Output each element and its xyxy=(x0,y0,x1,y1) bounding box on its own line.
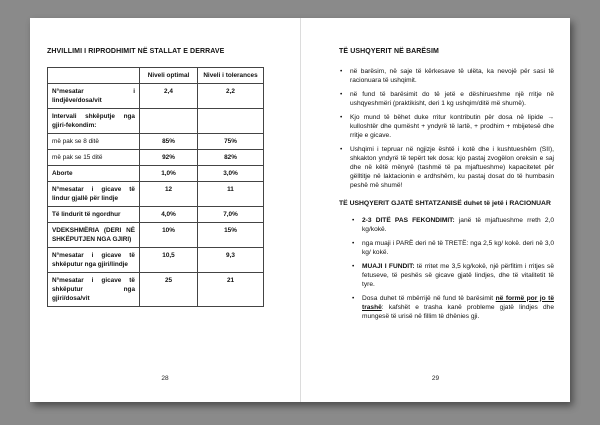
row-optimal-value: 1,0% xyxy=(140,166,198,182)
table-row xyxy=(48,248,264,273)
sub-bullet-item xyxy=(351,294,554,321)
sub-bullet-item xyxy=(351,262,554,289)
col-header-tolerance: Niveli i tolerances xyxy=(198,68,264,84)
table-row xyxy=(48,134,264,150)
sub-bullet-text: të rritet me 3,5 kg/kokë, një përfitim i rritjes së fetuseve, të peshës së gicave gjatë lindjes, dhe të vitalitetit të tyre. xyxy=(362,262,554,288)
table-row xyxy=(48,182,264,207)
row-optimal-value xyxy=(140,109,198,134)
sub-bullet-item xyxy=(351,239,554,257)
two-page-spread xyxy=(30,18,570,402)
row-label: më pak se 8 ditë xyxy=(48,134,140,150)
section-heading-part2: duhet të jetë i xyxy=(461,200,510,207)
table-corner-cell xyxy=(48,68,140,84)
row-tolerance-value: 7,0% xyxy=(198,207,264,223)
left-page-title: ZHVILLIMI I RIPRODHIMIT NË STALLAT E DERRAVE xyxy=(47,48,225,55)
row-optimal-value: 25 xyxy=(140,273,198,307)
row-label: Të lindurit të ngordhur xyxy=(48,207,140,223)
page-number-left: 28 xyxy=(161,375,169,382)
bullet-item: • Kjo mund të bëhet duke rritur kontributin për dosa në lipide → kulloshtër dhe qumësht + yndyrë të lartë, + prodhim + mbijetesë dhe rritje e gicave. xyxy=(339,113,554,140)
row-tolerance-value: 2,2 xyxy=(198,84,264,109)
page-right xyxy=(300,18,570,402)
table-row xyxy=(48,84,264,109)
sub-bullet-item xyxy=(351,216,554,234)
page-number-right: 29 xyxy=(431,375,440,382)
sub-bullet-lead: 2-3 DITË PAS FEKONDIMIT: xyxy=(362,216,455,224)
sub-bullet-list xyxy=(351,216,554,321)
section-heading-part3: RACIONUAR xyxy=(509,200,551,207)
sub-bullet-text: nga muaji i PARË deri në të TRETË: nga 2,5 kg/ kokë. deri në 3,0 kg/ kokë. xyxy=(362,239,554,256)
section-heading xyxy=(339,199,554,209)
row-label: më pak se 15 ditë xyxy=(48,150,140,166)
sub-bullet-text: Dosa duhet të mbërrijë në fund të barësimit xyxy=(362,294,496,302)
bullet-item: • Ushqimi i tepruar në ngjizje është i kotë dhe i kushtueshëm (SII), shkakton yndyrë të tepërt tek dosa: kjo pastaj zvogëlon oreksin e saj dhe në këtë mënyrë (tashmë të pa mjaftueshme) kapacitetet për gëlltitje në laktacionin e ardhshëm, ku pastaj dosat do të humbasin peshë më shumë! xyxy=(339,145,554,190)
row-tolerance-value xyxy=(198,109,264,134)
bullet-list xyxy=(339,67,554,190)
sub-bullet-underlined-text: në formë por jo të trashë xyxy=(362,294,555,311)
sub-bullet-text: janë të mjaftueshme rreth 2,0 kg/kokë. xyxy=(362,216,554,233)
row-label: N°mesatar i gicave të lindur gjallë për lindje xyxy=(48,182,140,207)
sub-bullet-lead: MUAJI I FUNDIT: xyxy=(362,262,415,270)
table-row xyxy=(48,166,264,182)
row-label: N°mesatar i gicave të shkëputur nga gjiri/dosa/vit xyxy=(48,273,140,307)
row-label: Intervali shkëputje nga gjiri-fekondim: xyxy=(48,109,140,134)
row-optimal-value: 4,0% xyxy=(140,207,198,223)
right-page-title: TË USHQYERIT NË BARËSIM xyxy=(339,48,439,55)
row-optimal-value: 12 xyxy=(140,182,198,207)
sub-bullet-post: : kafshët e trasha kanë probleme gjatë lindjes dhe mungesë të urisë në fillim të dhënies gji. xyxy=(362,303,554,320)
row-label: VDEKSHMËRIA (DERI NË SHKËPUTJEN NGA GJIRI) xyxy=(48,223,140,248)
table-row xyxy=(48,223,264,248)
row-tolerance-value: 9,3 xyxy=(198,248,264,273)
table-row xyxy=(48,109,264,134)
bullet-item: • në fund të barësimit do të jetë e dëshirueshme një rritje në ushqyeshmëri (praktikisht, deri 1 kg ushqim/ditë më shumë). xyxy=(339,90,554,108)
bullet-item: • në barësim, në saje të kërkesave të ulëta, ka nevojë për sasi të racionuara të ushqimit. xyxy=(339,67,554,85)
row-label: N°mesatar i gicave të shkëputur nga gjiri/lindje xyxy=(48,248,140,273)
table-row xyxy=(48,207,264,223)
row-tolerance-value: 3,0% xyxy=(198,166,264,182)
row-tolerance-value: 21 xyxy=(198,273,264,307)
page-left xyxy=(30,18,300,402)
row-tolerance-value: 75% xyxy=(198,134,264,150)
reproduction-stats-table xyxy=(47,67,264,307)
table-row xyxy=(48,273,264,307)
section-heading-part1: TË USHQYERIT GJATË SHTATZANISË xyxy=(339,200,462,207)
table-row xyxy=(48,150,264,166)
col-header-optimal: Niveli optimal xyxy=(140,68,198,84)
row-label: N°mesatar i lindjëve/dosa/vit xyxy=(48,84,140,109)
row-tolerance-value: 82% xyxy=(198,150,264,166)
row-optimal-value: 92% xyxy=(140,150,198,166)
row-optimal-value: 10% xyxy=(140,223,198,248)
row-optimal-value: 10,5 xyxy=(140,248,198,273)
row-optimal-value: 2,4 xyxy=(140,84,198,109)
row-tolerance-value: 11 xyxy=(198,182,264,207)
row-optimal-value: 85% xyxy=(140,134,198,150)
table-header-row xyxy=(48,68,264,84)
row-label: Aborte xyxy=(48,166,140,182)
row-tolerance-value: 15% xyxy=(198,223,264,248)
